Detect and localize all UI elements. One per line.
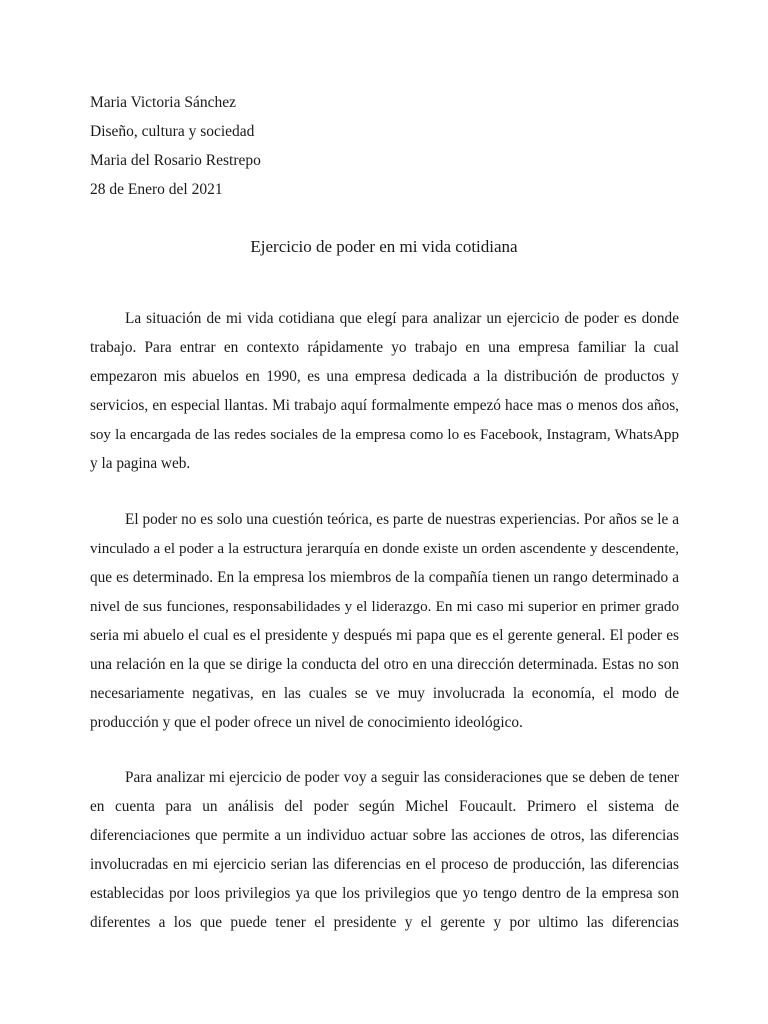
paragraph-line: trabajo. Para entrar en contexto rápidamente yo trabajo en una empresa familiar la cual (90, 339, 679, 356)
paragraph-line: soy la encargada de las redes sociales de la empresa como lo es Facebook, Instagram, WhatsApp (90, 427, 679, 443)
paragraph-line: vinculado a el poder a la estructura jerarquía en donde existe un orden ascendente y descendente, (90, 541, 679, 557)
paragraph-line: empezaron mis abuelos en 1990, es una empresa dedicada a la distribución de productos y (90, 368, 679, 385)
paragraph-line: diferentes a los que puede tener el presidente y el gerente y por ultimo las diferencias (90, 914, 679, 931)
document-title: Ejercicio de poder en mi vida cotidiana (250, 237, 518, 256)
paragraph-line: diferenciaciones que permite a un individuo actuar sobre las acciones de otros, las diferencias (90, 827, 679, 844)
paragraph-line: El poder no es solo una cuestión teórica, es parte de nuestras experiencias. Por años se le a (125, 511, 679, 528)
paragraph-line: establecidas por loos privilegios ya que los privilegios que yo tengo dentro de la empresa son (90, 885, 679, 902)
paragraph-line: Para analizar mi ejercicio de poder voy a seguir las consideraciones que se deben de tener (125, 769, 679, 786)
paragraph-line: necesariamente negativas, en las cuales se ve muy involucrada la economía, el modo de (90, 685, 679, 702)
paragraph-1 (90, 308, 679, 482)
paragraph-line: en cuenta para un análisis del poder según Michel Foucault. Primero el sistema de (90, 798, 679, 815)
document-header (90, 92, 690, 208)
professor-name: Maria del Rosario Restrepo (90, 152, 261, 169)
paragraph-line: seria mi abuelo el cual es el presidente y después mi papa que es el gerente general. El poder es (90, 627, 679, 644)
paragraph-2 (90, 509, 679, 741)
paragraph-line: servicios, en especial llantas. Mi trabajo aquí formalmente empezó hace mas o menos dos años, (90, 397, 679, 414)
course-name: Diseño, cultura y sociedad (90, 123, 255, 140)
paragraph-line: una relación en la que se dirige la conducta del otro en una dirección determinada. Estas no son (90, 656, 679, 673)
paragraph-line: La situación de mi vida cotidiana que elegí para analizar un ejercicio de poder es donde (125, 310, 679, 327)
paragraph-line: y la pagina web. (90, 455, 191, 472)
paragraph-3 (90, 767, 679, 941)
paragraph-line: que es determinado. En la empresa los miembros de la compañía tienen un rango determinado a (90, 569, 679, 586)
paragraph-line: involucradas en mi ejercicio serian las diferencias en el proceso de producción, las diferencias (90, 856, 679, 873)
author-name: Maria Victoria Sánchez (90, 94, 236, 111)
paragraph-line: nivel de sus funciones, responsabilidades y el liderazgo. En mi caso mi superior en primer grado (90, 599, 679, 615)
paragraph-line: producción y que el poder ofrece un nivel de conocimiento ideológico. (90, 714, 523, 731)
document-date: 28 de Enero del 2021 (90, 181, 223, 198)
